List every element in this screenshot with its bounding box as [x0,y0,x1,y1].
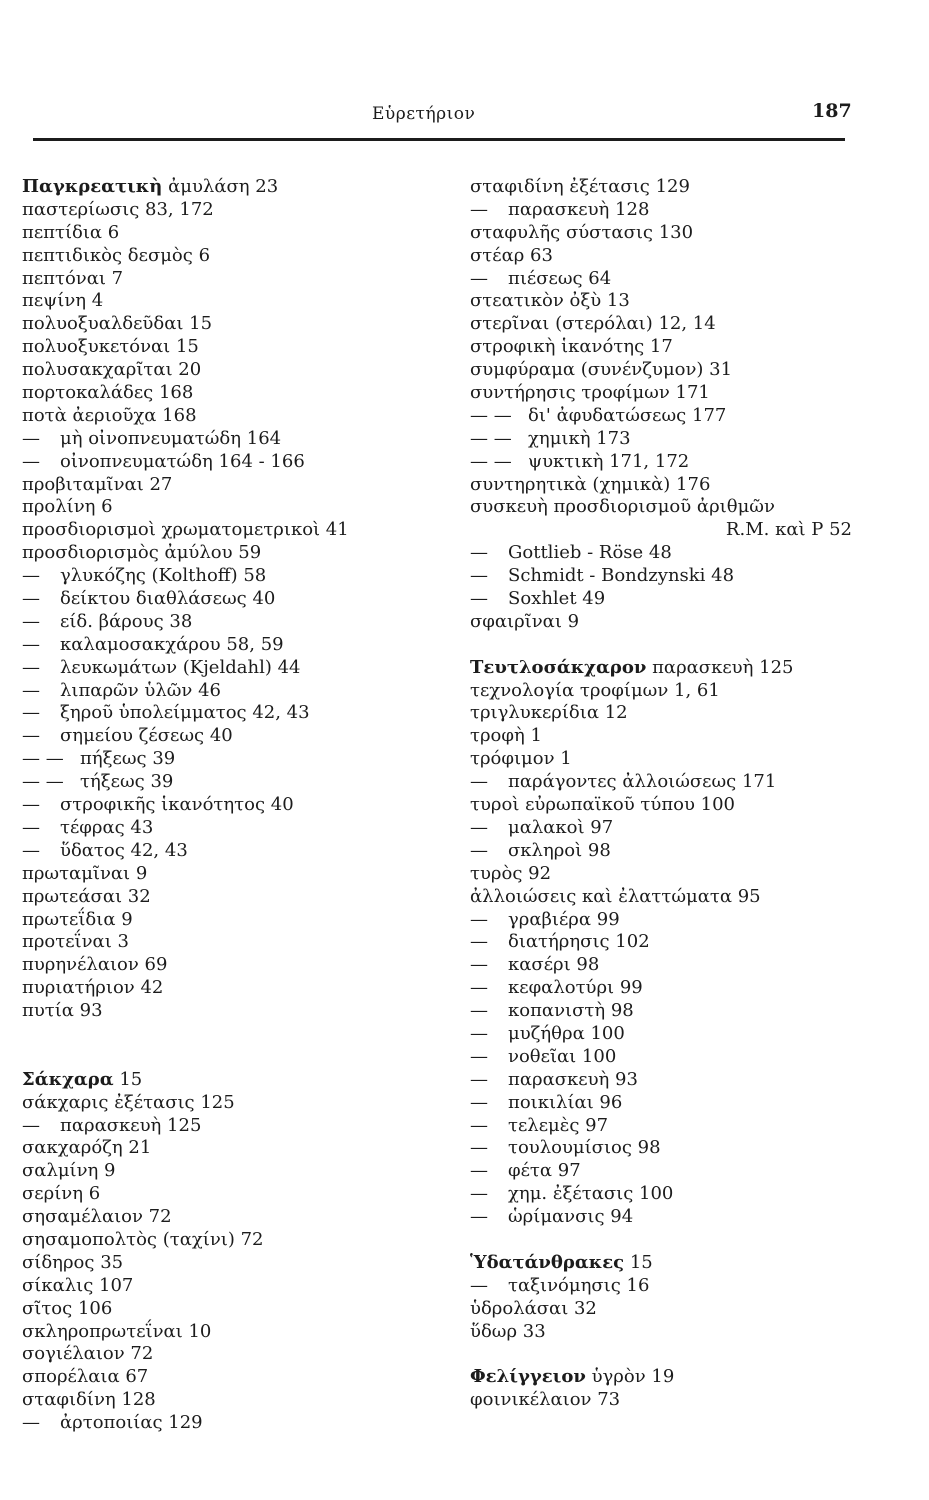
index-entry [470,565,910,588]
index-entry [22,222,442,245]
index-dash: — [22,794,40,816]
index-entry-text: μαλακοὶ 97 [508,816,614,838]
index-entry [22,840,442,863]
index-entry [22,1183,442,1206]
index-entry [470,748,910,771]
index-entry [470,588,910,611]
index-entry [22,817,442,840]
index-entry-text: φέτα 97 [508,1160,581,1182]
index-entry-text: παρασκευὴ 125 [60,1114,202,1136]
index-entry [22,542,442,565]
index-entry [22,771,442,794]
section-spacer [22,1046,442,1069]
index-entry-text: 15 [629,1251,653,1273]
index-entry [22,588,442,611]
index-entry [22,657,442,680]
index-entry [470,817,910,840]
index-dash: — [470,839,488,861]
index-entry-text: σησαμέλαιον 72 [22,1206,172,1228]
index-entry [22,382,442,405]
index-entry-text: σημείου ζέσεως 40 [60,725,233,747]
index-entry-text: ὑγρὸν 19 [591,1366,675,1388]
index-entry [470,199,910,222]
index-entry [470,1275,910,1298]
index-entry [470,222,910,245]
index-dash: — [470,1022,488,1044]
index-entry-text: προλίνη 6 [22,496,113,518]
index-entry-text: ἀλλοιώσεις καὶ ἐλαττώματα 95 [470,885,761,907]
index-entry [22,496,442,519]
index-dash: — [470,771,488,793]
index-entry [470,725,910,748]
index-entry-text: στέαρ 63 [470,244,553,266]
index-entry [470,359,910,382]
index-entry [470,428,910,451]
index-entry [22,1275,442,1298]
index-dash: — [470,1068,488,1090]
index-entry-text: διατήρησις 102 [508,931,650,953]
index-dash: — [470,816,488,838]
index-entry-text: τριγλυκερίδια 12 [470,702,628,724]
index-entry-text: συσκευὴ προσδιορισμοῦ ἀριθμῶν [470,496,775,518]
index-dash: — [470,1183,488,1205]
index-entry-text: ταξινόμησις 16 [508,1274,650,1296]
index-head-word: Ὑδατάνθρακες [470,1251,625,1273]
index-entry [22,1206,442,1229]
index-entry-text: πολυσακχαρῖται 20 [22,359,202,381]
index-entry [22,451,442,474]
index-entry [22,634,442,657]
index-entry [470,1298,910,1321]
index-dash: — [22,656,40,678]
index-entry-text: σακχαρόζη 21 [22,1137,152,1159]
index-entry [470,1389,910,1412]
index-dash: — — [470,427,512,449]
index-dash: — [470,1137,488,1159]
index-dash: — [470,198,488,220]
index-entry-text: Soxhlet 49 [508,588,606,610]
index-entry [470,794,910,817]
index-entry-text: σταφυλῆς σύστασις 130 [470,221,694,243]
index-entry [470,1069,910,1092]
index-entry-text: ποτὰ ἀεριοῦχα 168 [22,404,197,426]
index-dash: — [22,427,40,449]
index-dash: — [470,1274,488,1296]
index-entry-text: σαλμίνη 9 [22,1160,116,1182]
index-entry-text: τροφὴ 1 [470,725,542,747]
index-entry-text: λιπαρῶν ὑλῶν 46 [60,679,221,701]
index-entry-text: τέφρας 43 [60,816,154,838]
index-entry [22,1321,442,1344]
index-entry [22,954,442,977]
index-dash: — [22,816,40,838]
index-entry-text: R.M. καὶ P 52 [725,519,852,541]
index-entry-text: πορτοκαλάδες 168 [22,382,194,404]
index-dash: — [22,610,40,632]
index-entry-text: σφαιρῖναι 9 [470,610,580,632]
index-dash: — [470,1160,488,1182]
index-dash: — — [470,450,512,472]
index-dash: — [470,1091,488,1113]
index-entry-text: χημ. ἐξέτασις 100 [508,1183,674,1205]
index-entry-text: τεχνολογία τροφίμων 1, 61 [470,679,720,701]
index-entry [470,886,910,909]
index-entry [22,405,442,428]
index-entry [470,451,910,474]
index-entry [470,405,910,428]
index-entry [22,794,442,817]
index-section-head [470,1366,910,1389]
index-entry-text: χημικὴ 173 [528,427,631,449]
index-entry [22,519,442,542]
index-entry-text: συντήρησις τροφίμων 171 [470,382,710,404]
index-entry [470,1321,910,1344]
index-entry [470,313,910,336]
index-dash: — [22,450,40,472]
index-section-head [22,176,442,199]
index-entry [470,1115,910,1138]
index-entry-text: πεψίνη 4 [22,290,104,312]
index-dash: — — [22,748,64,770]
index-entry-text: λευκωμάτων (Kjeldahl) 44 [60,656,301,678]
index-dash: — [22,565,40,587]
index-dash: — [470,542,488,564]
index-entry-text: συμφύραμα (συνένζυμον) 31 [470,359,733,381]
index-entry-text: πολυοξυαλδεῦδαι 15 [22,313,213,335]
index-entry [470,382,910,405]
index-entry-text: μυζήθρα 100 [508,1022,625,1044]
index-entry [22,199,442,222]
index-entry-text: παστερίωσις 83, 172 [22,198,214,220]
index-entry-text: σογιέλαιον 72 [22,1343,154,1365]
index-head-word: Φελίγγειον [470,1366,586,1388]
index-entry [470,977,910,1000]
index-entry-text: στροφικῆς ἱκανότητος 40 [60,794,294,816]
index-entry [470,931,910,954]
index-entry-text: σάκχαρις ἐξέτασις 125 [22,1091,235,1113]
index-entry-text: ἀρτοποιίας 129 [60,1412,203,1434]
index-entry-text: πεπτιδικὸς δεσμὸς 6 [22,244,211,266]
index-entry [22,474,442,497]
index-entry [22,268,442,291]
index-dash: — [470,954,488,976]
index-entry [470,519,910,542]
section-spacer [22,1023,442,1046]
index-entry-text: τελεμὲς 97 [508,1114,609,1136]
index-entry-text: τήξεως 39 [80,771,174,793]
index-entry [470,290,910,313]
index-entry-text: παρασκευὴ 128 [508,198,650,220]
index-entry-text: παρασκευὴ 93 [508,1068,638,1090]
section-spacer [470,1343,910,1366]
index-entry-text: πυριατήριον 42 [22,977,164,999]
index-dash: — [470,931,488,953]
index-section-head [470,657,910,680]
index-entry [470,702,910,725]
index-entry-text: σῖτος 106 [22,1297,113,1319]
index-dash: — [22,1114,40,1136]
index-dash: — [470,977,488,999]
index-column-right [470,176,910,1412]
index-dash: — [22,588,40,610]
index-entry [22,909,442,932]
index-column-left [22,176,442,1435]
index-entry [470,1183,910,1206]
index-entry-text: Gottlieb - Röse 48 [508,542,672,564]
index-entry-text: γραβιέρα 99 [508,908,620,930]
index-entry [22,565,442,588]
index-entry-text: πεπτίδια 6 [22,221,120,243]
index-entry [22,611,442,634]
section-spacer [470,1229,910,1252]
index-entry [470,268,910,291]
index-entry-text: νοθεῖαι 100 [508,1045,617,1067]
index-entry-text: ὕδατος 42, 43 [60,839,188,861]
index-entry-text: Schmidt - Bondzynski 48 [508,565,735,587]
index-dash: — [22,839,40,861]
index-entry-text: ψυκτικὴ 171, 172 [528,450,690,472]
index-entry [22,1115,442,1138]
index-entry [22,1160,442,1183]
index-entry-text: σίδηρος 35 [22,1251,124,1273]
index-head-word: Τευτλοσάκχαρον [470,656,647,678]
index-entry-text: σταφιδίνη 128 [22,1389,156,1411]
index-dash: — [22,725,40,747]
index-entry [22,863,442,886]
index-entry-text: γλυκόζης (Kolthoff) 58 [60,565,267,587]
index-entry-text: κεφαλοτύρι 99 [508,977,643,999]
index-entry-text: ἀμυλάση 23 [168,176,279,197]
index-entry-text: σησαμοπολτὸς (ταχίνι) 72 [22,1228,264,1250]
index-entry [470,336,910,359]
index-entry-text: ξηροῦ ὑπολείμματος 42, 43 [60,702,310,724]
index-dash: — [470,267,488,289]
index-entry-text: συντηρητικὰ (χημικὰ) 176 [470,473,711,495]
index-entry [470,1023,910,1046]
index-dash: — [470,908,488,930]
index-entry-text: πρωτεΐδια 9 [22,908,133,930]
index-entry [22,680,442,703]
index-dash: — [22,702,40,724]
index-head-word: Παγκρεατικὴ [22,176,163,197]
index-entry [22,1389,442,1412]
index-entry-text: σερίνη 6 [22,1183,101,1205]
index-entry [470,1137,910,1160]
index-entry-text: σπορέλαια 67 [22,1366,149,1388]
page-number: 187 [812,100,852,122]
index-entry-text: ποικιλίαι 96 [508,1091,623,1113]
index-dash: — — [470,404,512,426]
index-entry [470,863,910,886]
index-entry-text: σίκαλις 107 [22,1274,134,1296]
index-dash: — [22,679,40,701]
index-entry-text: τρόφιμον 1 [470,748,572,770]
index-entry [22,1298,442,1321]
index-entry [470,1000,910,1023]
index-entry-text: πολυοξυκετόναι 15 [22,336,199,358]
index-entry-text: ὡρίμανσις 94 [508,1206,634,1228]
index-entry [470,496,910,519]
index-entry [22,290,442,313]
index-entry-text: πυρηνέλαιον 69 [22,954,168,976]
index-entry [470,954,910,977]
index-entry [470,245,910,268]
index-dash: — [470,1045,488,1067]
index-entry-text: δι' ἀφυδατώσεως 177 [528,404,727,426]
index-entry-text: προτεΐναι 3 [22,931,129,953]
index-entry-text: στερῖναι (στερόλαι) 12, 14 [470,313,716,335]
index-entry-text: προσδιορισμοὶ χρωματομετρικοὶ 41 [22,519,349,541]
index-section-head [22,1069,442,1092]
index-dash: — [470,1000,488,1022]
index-entry-text: προσδιορισμὸς ἀμύλου 59 [22,542,262,564]
index-head-word: Σάκχαρα [22,1068,114,1090]
header-rule [33,138,845,141]
index-entry [470,1092,910,1115]
index-entry-text: σταφιδίνη ἐξέτασις 129 [470,176,690,197]
index-entry [22,1343,442,1366]
index-entry-text: στροφικὴ ἱκανότης 17 [470,336,673,358]
index-dash: — — [22,771,64,793]
index-entry-text: σκληροπρωτεΐναι 10 [22,1320,212,1342]
index-entry-text: τυρὸς 92 [470,862,552,884]
index-entry-text: μὴ οἰνοπνευματώδη 164 [60,427,282,449]
index-section-head [470,1252,910,1275]
index-dash: — [470,1206,488,1228]
index-entry [470,176,910,199]
index-entry [22,886,442,909]
index-dash: — [22,633,40,655]
index-entry [22,1092,442,1115]
index-entry-text: πρωταμῖναι 9 [22,862,148,884]
index-entry [470,611,910,634]
index-entry [470,1160,910,1183]
index-entry-text: κασέρι 98 [508,954,600,976]
index-entry [470,542,910,565]
index-entry-text: πυτία 93 [22,1000,103,1022]
index-dash: — [22,1412,40,1434]
index-entry [22,748,442,771]
index-entry [22,1366,442,1389]
index-entry-text: οἰνοπνευματώδη 164 - 166 [60,450,305,472]
index-entry-text: τουλουμίσιος 98 [508,1137,661,1159]
index-entry [470,680,910,703]
index-entry-text: παρασκευὴ 125 [652,656,794,678]
index-entry-text: ὕδωρ 33 [470,1320,546,1342]
index-entry [22,313,442,336]
index-entry-text: τυροὶ εὐρωπαϊκοῦ τύπου 100 [470,794,736,816]
index-entry [22,977,442,1000]
index-entry [22,359,442,382]
index-entry [470,771,910,794]
index-entry [22,336,442,359]
index-entry [22,725,442,748]
index-dash: — [470,1114,488,1136]
index-entry-text: είδ. βάρους 38 [60,610,193,632]
index-entry-text: προβιταμῖναι 27 [22,473,173,495]
index-entry-text: ὑδρολάσαι 32 [470,1297,597,1319]
index-entry-text: φοινικέλαιον 73 [470,1389,621,1411]
index-dash: — [470,588,488,610]
index-entry-text: πρωτεάσαι 32 [22,885,151,907]
index-entry-text: σκληροὶ 98 [508,839,611,861]
index-entry-text: στεατικὸν ὀξὺ 13 [470,290,630,312]
index-entry-text: κοπανιστὴ 98 [508,1000,634,1022]
index-entry [22,1000,442,1023]
index-entry [22,428,442,451]
index-entry-text: παράγοντες ἀλλοιώσεως 171 [508,771,777,793]
index-entry [22,1412,442,1435]
index-entry [22,1229,442,1252]
index-entry [22,1137,442,1160]
index-entry [22,245,442,268]
index-entry-text: πεπτόναι 7 [22,267,124,289]
index-entry [470,840,910,863]
index-entry [470,1206,910,1229]
index-entry-text: 15 [119,1068,143,1090]
index-entry-text: καλαμοσακχάρου 58, 59 [60,633,284,655]
index-entry [22,931,442,954]
running-header-title: Εὑρετήριον [372,104,476,124]
index-dash: — [470,565,488,587]
index-entry [470,474,910,497]
index-entry [22,702,442,725]
index-entry [470,1046,910,1069]
section-spacer [470,634,910,657]
index-entry-text: πήξεως 39 [80,748,176,770]
index-entry [470,909,910,932]
index-entry [22,1252,442,1275]
index-entry-text: πιέσεως 64 [508,267,612,289]
index-entry-text: δείκτου διαθλάσεως 40 [60,588,276,610]
